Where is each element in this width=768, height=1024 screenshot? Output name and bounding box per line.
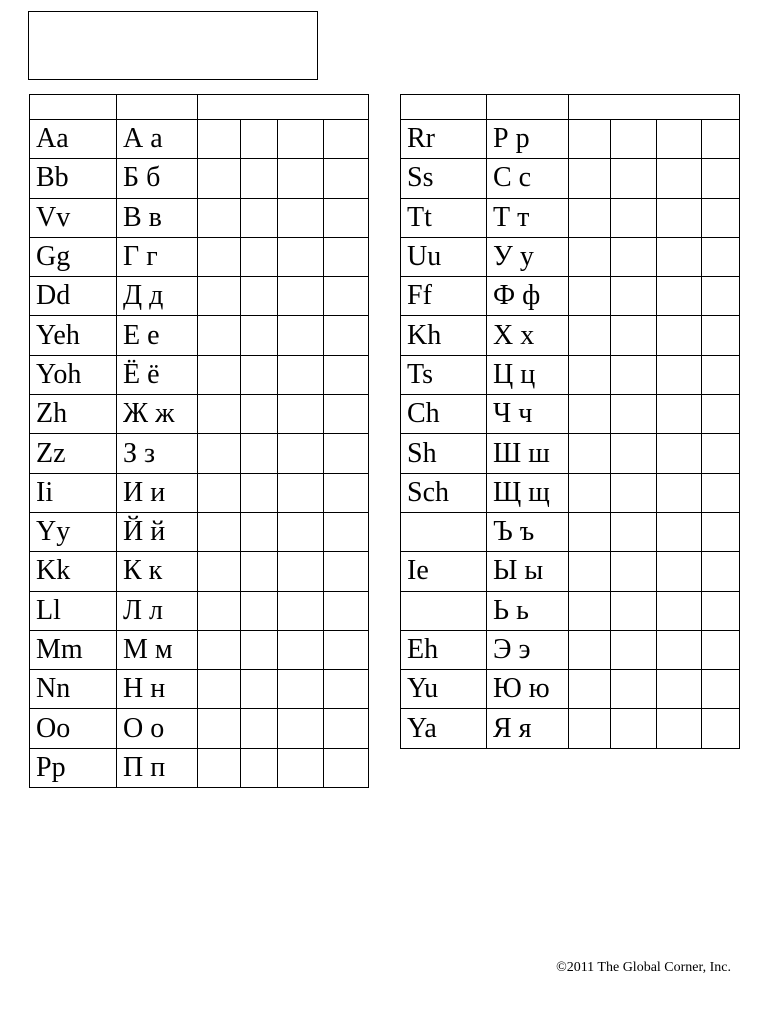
latin-letter-cell: [401, 591, 487, 630]
table-row: [401, 473, 740, 512]
table-row: [401, 670, 740, 709]
practice-cell[interactable]: [241, 198, 278, 237]
table-row: [30, 670, 369, 709]
practice-cell[interactable]: [702, 120, 740, 159]
header-practice-cell: [569, 95, 740, 120]
cyrillic-letter-cell: Б б: [117, 159, 198, 198]
table-row: [30, 316, 369, 355]
latin-letter-cell: Aa: [30, 120, 117, 159]
cyrillic-letter-cell: Ю ю: [487, 670, 569, 709]
practice-cell[interactable]: [569, 670, 611, 709]
practice-cell[interactable]: [324, 277, 369, 316]
latin-letter-cell: Yoh: [30, 355, 117, 394]
practice-cell[interactable]: [198, 434, 241, 473]
practice-cell[interactable]: [278, 709, 324, 748]
practice-cell[interactable]: [198, 552, 241, 591]
table-row: [30, 237, 369, 276]
table-row: [401, 552, 740, 591]
table-row: [401, 277, 740, 316]
practice-cell[interactable]: [702, 198, 740, 237]
practice-cell[interactable]: [569, 395, 611, 434]
cyrillic-letter-cell: В в: [117, 198, 198, 237]
table-row: [401, 709, 740, 748]
practice-cell[interactable]: [324, 591, 369, 630]
practice-cell[interactable]: [611, 159, 657, 198]
practice-cell[interactable]: [569, 591, 611, 630]
cyrillic-letter-cell: Р р: [487, 120, 569, 159]
practice-cell[interactable]: [324, 630, 369, 669]
table-row: [30, 591, 369, 630]
practice-cell[interactable]: [702, 670, 740, 709]
header-cell: [117, 95, 198, 120]
practice-cell[interactable]: [657, 159, 702, 198]
practice-cell[interactable]: [611, 512, 657, 551]
table-row: [401, 198, 740, 237]
practice-cell[interactable]: [702, 591, 740, 630]
practice-cell[interactable]: [569, 434, 611, 473]
cyrillic-letter-cell: А а: [117, 120, 198, 159]
header-cell: [487, 95, 569, 120]
cyrillic-letter-cell: Щ щ: [487, 473, 569, 512]
alphabet-table-right: [400, 94, 740, 749]
practice-cell[interactable]: [569, 709, 611, 748]
practice-cell[interactable]: [702, 159, 740, 198]
practice-cell[interactable]: [241, 552, 278, 591]
practice-cell[interactable]: [324, 512, 369, 551]
latin-letter-cell: Eh: [401, 630, 487, 669]
practice-cell[interactable]: [611, 473, 657, 512]
table-header-row: [30, 95, 369, 120]
table-body-right: [401, 95, 740, 749]
practice-cell[interactable]: [241, 709, 278, 748]
cyrillic-letter-cell: Х х: [487, 316, 569, 355]
table-row: [401, 120, 740, 159]
practice-cell[interactable]: [278, 395, 324, 434]
table-row: [401, 159, 740, 198]
practice-cell[interactable]: [569, 159, 611, 198]
latin-letter-cell: Ts: [401, 355, 487, 394]
latin-letter-cell: Yeh: [30, 316, 117, 355]
cyrillic-letter-cell: П п: [117, 748, 198, 787]
practice-cell[interactable]: [241, 159, 278, 198]
practice-cell[interactable]: [657, 395, 702, 434]
practice-cell[interactable]: [657, 237, 702, 276]
header-cell: [401, 95, 487, 120]
latin-letter-cell: Sh: [401, 434, 487, 473]
practice-cell[interactable]: [569, 316, 611, 355]
practice-cell[interactable]: [198, 591, 241, 630]
practice-cell[interactable]: [278, 237, 324, 276]
latin-letter-cell: Zz: [30, 434, 117, 473]
practice-cell[interactable]: [324, 395, 369, 434]
cyrillic-letter-cell: Ш ш: [487, 434, 569, 473]
practice-cell[interactable]: [611, 591, 657, 630]
latin-letter-cell: Ya: [401, 709, 487, 748]
latin-letter-cell: Gg: [30, 237, 117, 276]
cyrillic-letter-cell: У у: [487, 237, 569, 276]
latin-letter-cell: Oo: [30, 709, 117, 748]
practice-cell[interactable]: [569, 355, 611, 394]
practice-cell[interactable]: [198, 355, 241, 394]
practice-cell[interactable]: [657, 670, 702, 709]
practice-cell[interactable]: [702, 512, 740, 551]
practice-cell[interactable]: [611, 355, 657, 394]
practice-cell[interactable]: [569, 512, 611, 551]
practice-cell[interactable]: [702, 277, 740, 316]
practice-cell[interactable]: [611, 120, 657, 159]
practice-cell[interactable]: [324, 316, 369, 355]
practice-cell[interactable]: [278, 748, 324, 787]
table-header-row: [401, 95, 740, 120]
latin-letter-cell: Ss: [401, 159, 487, 198]
practice-cell[interactable]: [702, 473, 740, 512]
practice-cell[interactable]: [657, 277, 702, 316]
practice-cell[interactable]: [241, 277, 278, 316]
cyrillic-letter-cell: Ц ц: [487, 355, 569, 394]
practice-cell[interactable]: [657, 630, 702, 669]
practice-cell[interactable]: [657, 473, 702, 512]
latin-letter-cell: Kh: [401, 316, 487, 355]
table-row: [30, 395, 369, 434]
practice-cell[interactable]: [278, 512, 324, 551]
table-row: [401, 355, 740, 394]
practice-cell[interactable]: [278, 630, 324, 669]
practice-cell[interactable]: [611, 316, 657, 355]
latin-letter-cell: Nn: [30, 670, 117, 709]
practice-cell[interactable]: [657, 552, 702, 591]
alphabet-table-left: [29, 94, 369, 788]
practice-cell[interactable]: [702, 316, 740, 355]
table-row: [30, 120, 369, 159]
latin-letter-cell: Zh: [30, 395, 117, 434]
table-row: [30, 709, 369, 748]
practice-cell[interactable]: [278, 120, 324, 159]
cyrillic-letter-cell: Ы ы: [487, 552, 569, 591]
practice-cell[interactable]: [241, 670, 278, 709]
practice-cell[interactable]: [241, 512, 278, 551]
practice-cell[interactable]: [611, 198, 657, 237]
practice-cell[interactable]: [324, 709, 369, 748]
table-row: [401, 512, 740, 551]
header-cell: [30, 95, 117, 120]
cyrillic-letter-cell: Ё ё: [117, 355, 198, 394]
practice-cell[interactable]: [611, 434, 657, 473]
cyrillic-letter-cell: Й й: [117, 512, 198, 551]
cyrillic-letter-cell: Г г: [117, 237, 198, 276]
table-row: [401, 395, 740, 434]
practice-cell[interactable]: [657, 709, 702, 748]
latin-letter-cell: Rr: [401, 120, 487, 159]
practice-cell[interactable]: [324, 473, 369, 512]
cyrillic-letter-cell: Ь ь: [487, 591, 569, 630]
practice-cell[interactable]: [611, 237, 657, 276]
practice-cell[interactable]: [324, 434, 369, 473]
cyrillic-letter-cell: Я я: [487, 709, 569, 748]
latin-letter-cell: Ch: [401, 395, 487, 434]
practice-cell[interactable]: [611, 670, 657, 709]
practice-cell[interactable]: [657, 198, 702, 237]
latin-letter-cell: Tt: [401, 198, 487, 237]
cyrillic-letter-cell: Т т: [487, 198, 569, 237]
table-row: [30, 748, 369, 787]
latin-letter-cell: Ll: [30, 591, 117, 630]
copyright-notice: ©2011 The Global Corner, Inc.: [556, 960, 731, 975]
cyrillic-letter-cell: Э э: [487, 630, 569, 669]
practice-cell[interactable]: [657, 316, 702, 355]
table-row: [30, 159, 369, 198]
practice-cell[interactable]: [702, 630, 740, 669]
practice-cell[interactable]: [241, 591, 278, 630]
cyrillic-letter-cell: К к: [117, 552, 198, 591]
practice-cell[interactable]: [198, 159, 241, 198]
practice-cell[interactable]: [278, 159, 324, 198]
practice-cell[interactable]: [324, 355, 369, 394]
practice-cell[interactable]: [198, 709, 241, 748]
latin-letter-cell: Sch: [401, 473, 487, 512]
cyrillic-letter-cell: Н н: [117, 670, 198, 709]
practice-cell[interactable]: [569, 237, 611, 276]
cyrillic-letter-cell: Л л: [117, 591, 198, 630]
table-row: [30, 512, 369, 551]
practice-cell[interactable]: [611, 552, 657, 591]
table-row: [401, 630, 740, 669]
practice-cell[interactable]: [241, 316, 278, 355]
practice-cell[interactable]: [569, 277, 611, 316]
practice-cell[interactable]: [198, 473, 241, 512]
latin-letter-cell: Ii: [30, 473, 117, 512]
table-row: [401, 591, 740, 630]
practice-cell[interactable]: [657, 120, 702, 159]
practice-cell[interactable]: [241, 748, 278, 787]
practice-cell[interactable]: [278, 316, 324, 355]
practice-cell[interactable]: [611, 395, 657, 434]
cyrillic-letter-cell: Ч ч: [487, 395, 569, 434]
table-row: [30, 434, 369, 473]
practice-cell[interactable]: [569, 630, 611, 669]
practice-cell[interactable]: [278, 591, 324, 630]
practice-cell[interactable]: [324, 159, 369, 198]
practice-cell[interactable]: [657, 434, 702, 473]
practice-cell[interactable]: [324, 670, 369, 709]
name-box[interactable]: [28, 11, 318, 80]
practice-cell[interactable]: [657, 355, 702, 394]
practice-cell[interactable]: [611, 277, 657, 316]
practice-cell[interactable]: [198, 120, 241, 159]
practice-cell[interactable]: [569, 473, 611, 512]
practice-cell[interactable]: [611, 630, 657, 669]
practice-cell[interactable]: [278, 670, 324, 709]
cyrillic-letter-cell: Е е: [117, 316, 198, 355]
latin-letter-cell: Ie: [401, 552, 487, 591]
latin-letter-cell: Uu: [401, 237, 487, 276]
practice-cell[interactable]: [198, 198, 241, 237]
latin-letter-cell: Kk: [30, 552, 117, 591]
table-row: [30, 630, 369, 669]
latin-letter-cell: Bb: [30, 159, 117, 198]
practice-cell[interactable]: [569, 198, 611, 237]
practice-cell[interactable]: [278, 277, 324, 316]
practice-cell[interactable]: [241, 355, 278, 394]
practice-cell[interactable]: [278, 434, 324, 473]
cyrillic-letter-cell: М м: [117, 630, 198, 669]
practice-cell[interactable]: [198, 670, 241, 709]
practice-cell[interactable]: [569, 120, 611, 159]
cyrillic-letter-cell: И и: [117, 473, 198, 512]
practice-cell[interactable]: [241, 630, 278, 669]
latin-letter-cell: Dd: [30, 277, 117, 316]
practice-cell[interactable]: [241, 395, 278, 434]
table-row: [401, 316, 740, 355]
practice-cell[interactable]: [241, 237, 278, 276]
cyrillic-letter-cell: Ъ ъ: [487, 512, 569, 551]
practice-cell[interactable]: [611, 709, 657, 748]
table-row: [30, 552, 369, 591]
table-row: [401, 237, 740, 276]
header-practice-cell: [198, 95, 369, 120]
table-body-left: [30, 95, 369, 788]
practice-cell[interactable]: [278, 473, 324, 512]
cyrillic-letter-cell: Ф ф: [487, 277, 569, 316]
practice-cell[interactable]: [324, 198, 369, 237]
practice-cell[interactable]: [241, 473, 278, 512]
practice-cell[interactable]: [198, 630, 241, 669]
practice-cell[interactable]: [324, 120, 369, 159]
practice-cell[interactable]: [702, 434, 740, 473]
practice-cell[interactable]: [198, 748, 241, 787]
cyrillic-letter-cell: С с: [487, 159, 569, 198]
cyrillic-letter-cell: О о: [117, 709, 198, 748]
latin-letter-cell: Yy: [30, 512, 117, 551]
practice-cell[interactable]: [198, 237, 241, 276]
cyrillic-letter-cell: Ж ж: [117, 395, 198, 434]
practice-cell[interactable]: [702, 709, 740, 748]
cyrillic-letter-cell: Д д: [117, 277, 198, 316]
cyrillic-letter-cell: З з: [117, 434, 198, 473]
latin-letter-cell: [401, 512, 487, 551]
latin-letter-cell: Mm: [30, 630, 117, 669]
table-row: [30, 277, 369, 316]
practice-cell[interactable]: [198, 316, 241, 355]
practice-cell[interactable]: [241, 434, 278, 473]
practice-cell[interactable]: [702, 552, 740, 591]
latin-letter-cell: Yu: [401, 670, 487, 709]
latin-letter-cell: Pp: [30, 748, 117, 787]
practice-cell[interactable]: [657, 591, 702, 630]
practice-cell[interactable]: [278, 552, 324, 591]
practice-cell[interactable]: [198, 395, 241, 434]
practice-cell[interactable]: [702, 237, 740, 276]
practice-cell[interactable]: [569, 552, 611, 591]
latin-letter-cell: Ff: [401, 277, 487, 316]
table-row: [30, 198, 369, 237]
practice-cell[interactable]: [278, 198, 324, 237]
practice-cell[interactable]: [324, 237, 369, 276]
practice-cell[interactable]: [198, 512, 241, 551]
practice-cell[interactable]: [324, 552, 369, 591]
practice-cell[interactable]: [657, 512, 702, 551]
practice-cell[interactable]: [324, 748, 369, 787]
practice-cell[interactable]: [241, 120, 278, 159]
practice-cell[interactable]: [198, 277, 241, 316]
practice-cell[interactable]: [702, 395, 740, 434]
practice-cell[interactable]: [278, 355, 324, 394]
table-row: [401, 434, 740, 473]
table-row: [30, 473, 369, 512]
latin-letter-cell: Vv: [30, 198, 117, 237]
table-row: [30, 355, 369, 394]
practice-cell[interactable]: [702, 355, 740, 394]
